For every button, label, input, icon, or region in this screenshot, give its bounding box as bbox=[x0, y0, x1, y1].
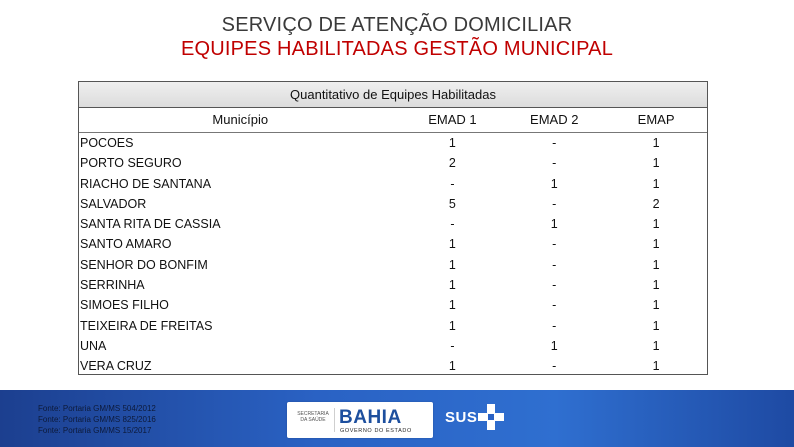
table-row bbox=[79, 275, 707, 295]
cell-municipio: VERA CRUZ bbox=[80, 359, 152, 374]
cell-emad2: - bbox=[552, 318, 557, 333]
cell-municipio: UNA bbox=[80, 338, 107, 353]
cell-emad2: - bbox=[552, 278, 557, 293]
cell-emad2: 1 bbox=[550, 176, 558, 191]
cell-emad1: 2 bbox=[448, 156, 456, 171]
slide-title: SERVIÇO DE ATENÇÃO DOMICILIAR bbox=[221, 14, 573, 36]
governo-estado-text: GOVERNO DO ESTADO bbox=[340, 428, 412, 434]
cell-emap: 1 bbox=[652, 257, 660, 272]
cell-emap: 1 bbox=[652, 359, 660, 374]
cell-municipio: SENHOR DO BONFIM bbox=[80, 257, 208, 272]
cell-emap: 1 bbox=[652, 217, 660, 232]
table-row bbox=[79, 174, 707, 194]
table-row bbox=[79, 316, 707, 336]
table-header bbox=[79, 108, 707, 133]
cell-emad2: 1 bbox=[550, 217, 558, 232]
cell-emad2: - bbox=[552, 136, 557, 150]
cell-emap: 1 bbox=[652, 176, 660, 191]
cell-emad1: 1 bbox=[448, 318, 456, 333]
cell-emad1: - bbox=[450, 338, 455, 353]
secretaria-saude-text: SECRETARIA DA SAÚDE bbox=[297, 411, 329, 423]
sources-list bbox=[38, 403, 156, 436]
cell-municipio: TEIXEIRA DE FREITAS bbox=[80, 318, 213, 333]
source-line: Fonte: Portaria GM/MS 504/2012 bbox=[38, 404, 156, 413]
table-row bbox=[79, 214, 707, 234]
sus-wordmark: SUS bbox=[445, 409, 478, 426]
table-row bbox=[79, 194, 707, 214]
table-row bbox=[79, 234, 707, 254]
column-header-emad2: EMAD 2 bbox=[530, 112, 579, 127]
source-line: Fonte: Portaria GM/MS 825/2016 bbox=[38, 415, 156, 424]
cell-emad1: 1 bbox=[448, 136, 456, 150]
table-body bbox=[79, 133, 707, 377]
cell-municipio: SIMOES FILHO bbox=[80, 298, 169, 313]
cell-emap: 1 bbox=[652, 237, 660, 252]
cell-emap: 1 bbox=[652, 136, 660, 150]
table-caption: Quantitativo de Equipes Habilitadas bbox=[79, 82, 707, 108]
slide-subtitle: EQUIPES HABILITADAS GESTÃO MUNICIPAL bbox=[180, 38, 614, 60]
cell-municipio: PORTO SEGURO bbox=[80, 156, 182, 171]
table-row bbox=[79, 356, 707, 376]
sus-cross-icon bbox=[476, 402, 506, 432]
cell-emad2: - bbox=[552, 257, 557, 272]
column-header-municipio: Município bbox=[212, 112, 269, 127]
cell-emad2: - bbox=[552, 298, 557, 313]
table-row bbox=[79, 255, 707, 275]
cell-emad1: - bbox=[450, 217, 455, 232]
cell-emap: 1 bbox=[652, 156, 660, 171]
cell-municipio: SALVADOR bbox=[80, 196, 147, 211]
cell-municipio: POCOES bbox=[80, 136, 134, 150]
cell-emap: 1 bbox=[652, 338, 660, 353]
cell-emad2: 1 bbox=[550, 338, 558, 353]
cell-emad1: 1 bbox=[448, 257, 456, 272]
source-line: Fonte: Portaria GM/MS 15/2017 bbox=[38, 426, 152, 435]
cell-emad1: 1 bbox=[448, 278, 456, 293]
cell-emap: 2 bbox=[652, 196, 660, 211]
cell-emad2: - bbox=[552, 359, 557, 374]
table-row bbox=[79, 336, 707, 356]
cell-municipio: SANTO AMARO bbox=[80, 237, 172, 252]
column-header-emap: EMAP bbox=[637, 112, 675, 127]
cell-municipio: SERRINHA bbox=[80, 278, 145, 293]
cell-emap: 1 bbox=[652, 298, 660, 313]
cell-emad2: - bbox=[552, 237, 557, 252]
cell-emad1: 1 bbox=[448, 359, 456, 374]
cell-municipio: RIACHO DE SANTANA bbox=[80, 176, 212, 191]
cell-municipio: SANTA RITA DE CASSIA bbox=[80, 217, 221, 232]
cell-emap: 1 bbox=[652, 318, 660, 333]
teams-table bbox=[78, 81, 708, 375]
cell-emad2: - bbox=[552, 156, 557, 171]
cell-emad1: 5 bbox=[448, 196, 456, 211]
bahia-government-logo bbox=[287, 402, 433, 438]
cell-emad1: 1 bbox=[448, 298, 456, 313]
cell-emad1: - bbox=[450, 176, 455, 191]
cell-emap: 1 bbox=[652, 278, 660, 293]
table-row bbox=[79, 153, 707, 173]
cell-emad1: 1 bbox=[448, 237, 456, 252]
bahia-wordmark: BAHIA bbox=[339, 407, 402, 428]
column-header-emad1: EMAD 1 bbox=[428, 112, 477, 127]
cell-emad2: - bbox=[552, 196, 557, 211]
table-row bbox=[79, 295, 707, 315]
table-row bbox=[79, 133, 707, 153]
logo-divider bbox=[334, 408, 335, 432]
